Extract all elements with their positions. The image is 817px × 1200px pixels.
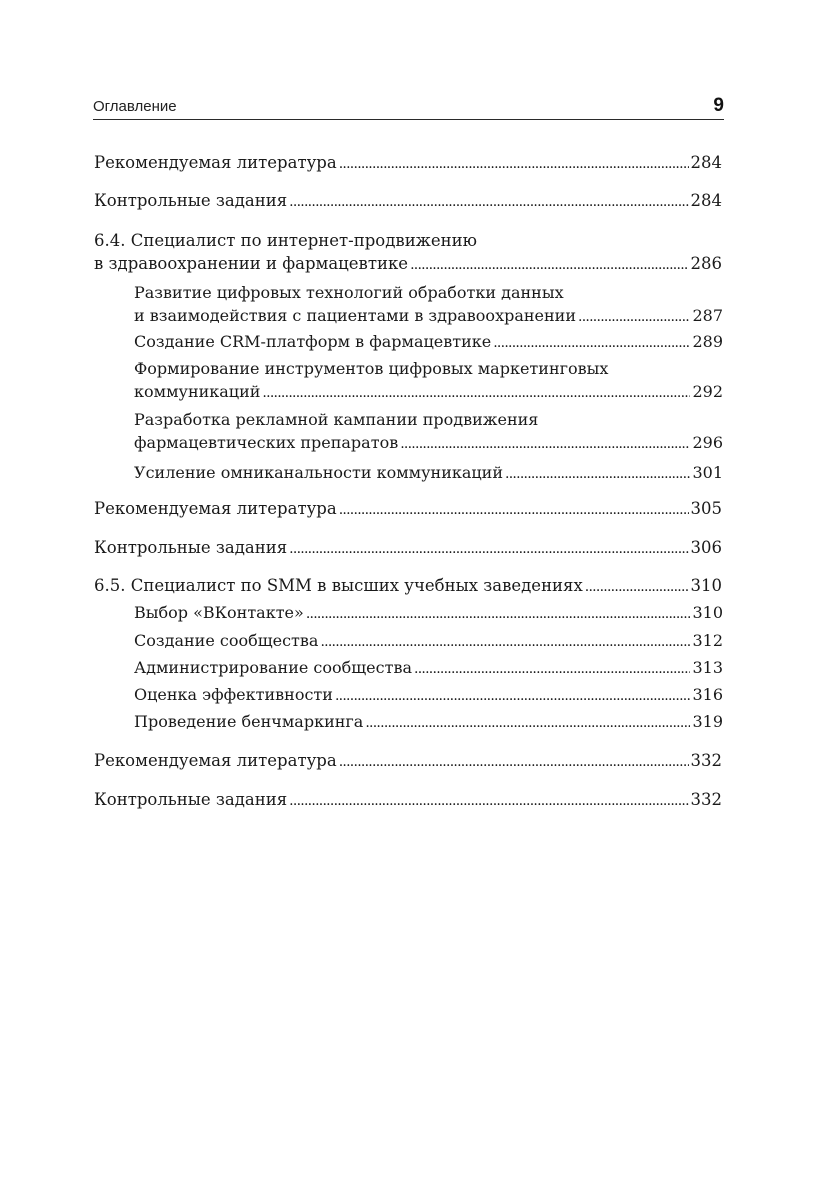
toc-entry-crm-platforms[interactable] (134, 330, 723, 355)
dot-leader (289, 538, 688, 561)
toc-entry-title: Усиление омниканальности коммуникаций (134, 463, 504, 482)
dot-leader (339, 751, 689, 774)
toc-entry-page: 305 (690, 499, 722, 518)
dot-leader (339, 153, 689, 176)
page-number: 9 (713, 95, 724, 116)
toc-entry-title: Контрольные задания (94, 790, 288, 809)
toc-entry-page: 306 (690, 538, 722, 557)
dot-leader (335, 685, 691, 708)
toc-entry-page: 284 (690, 153, 722, 172)
toc-entry-title: коммуникаций (134, 382, 261, 401)
toc-entry-section-6-4[interactable] (94, 229, 722, 277)
toc-entry-page: 319 (692, 712, 723, 731)
toc-entry-vkontakte[interactable] (134, 601, 723, 626)
toc-entry-title: Создание сообщества (134, 631, 319, 650)
dot-leader (578, 306, 690, 329)
toc-entry-page: 316 (692, 685, 723, 704)
toc-entry-marketing-tools[interactable] (134, 357, 723, 405)
toc-entry-title: Рекомендуемая литература (94, 499, 337, 518)
dot-leader (339, 499, 689, 522)
toc-entry-title-line1: Развитие цифровых технологий обработки данных (134, 283, 564, 302)
toc-entry-page: 284 (690, 191, 722, 210)
toc-entry-page: 287 (692, 306, 723, 325)
toc-entry-recommended-literature[interactable] (94, 749, 722, 774)
toc-entry-title: Контрольные задания (94, 538, 288, 557)
toc-entry-title: и взаимодействия с пациентами в здравоохранении (134, 306, 576, 325)
toc-entry-page: 332 (690, 790, 722, 809)
toc-entry-title-line1: Разработка рекламной кампании продвижения (134, 410, 539, 429)
toc-entry-page: 292 (692, 382, 723, 401)
toc-entry-benchmarking[interactable] (134, 710, 723, 735)
toc-entry-page: 332 (690, 751, 722, 770)
toc-entry-title: Администрирование сообщества (134, 658, 412, 677)
toc-entry-title: Проведение бенчмаркинга (134, 712, 364, 731)
dot-leader (289, 790, 688, 813)
toc-entry-title: Рекомендуемая литература (94, 153, 337, 172)
toc-entry-page: 286 (690, 254, 722, 273)
toc-entry-page: 289 (692, 332, 723, 351)
dot-leader (493, 332, 690, 355)
toc-entry-title: Рекомендуемая литература (94, 751, 337, 770)
toc-entry-title-line1: 6.4. Специалист по интернет-продвижению (94, 231, 477, 250)
toc-entry-digital-tech[interactable] (134, 281, 723, 329)
toc-entry-page: 310 (690, 576, 722, 595)
toc-entry-control-tasks[interactable] (94, 189, 722, 214)
toc-entry-page: 313 (692, 658, 723, 677)
dot-leader (505, 463, 690, 486)
toc-entry-control-tasks[interactable] (94, 536, 722, 561)
toc-entry-omnichannel[interactable] (134, 461, 723, 486)
toc-entry-page: 310 (692, 603, 723, 622)
toc-entry-community-admin[interactable] (134, 656, 723, 681)
dot-leader (414, 658, 690, 681)
toc-entry-page: 296 (692, 433, 723, 452)
dot-leader (289, 191, 688, 214)
dot-leader (400, 433, 690, 456)
toc-entry-title: в здравоохранении и фармацевтике (94, 254, 409, 273)
toc-entry-title: Оценка эффективности (134, 685, 333, 704)
toc-entry-title: Создание CRM-платформ в фармацевтике (134, 332, 492, 351)
dot-leader (585, 576, 689, 599)
toc-entry-recommended-literature[interactable] (94, 151, 722, 176)
toc-entry-title: Контрольные задания (94, 191, 288, 210)
dot-leader (306, 603, 691, 626)
toc-entry-title: Выбор «ВКонтакте» (134, 603, 304, 622)
running-title: Оглавление (93, 98, 177, 115)
toc-entry-community-creation[interactable] (134, 629, 723, 654)
dot-leader (320, 631, 690, 654)
toc-entry-page: 301 (692, 463, 723, 482)
toc-entry-section-6-5[interactable] (94, 574, 722, 599)
dot-leader (262, 382, 690, 405)
toc-entry-title: фармацевтических препаратов (134, 433, 399, 452)
toc-entry-title-line1: Формирование инструментов цифровых маркетинговых (134, 359, 609, 378)
toc-entry-control-tasks[interactable] (94, 788, 722, 813)
toc-entry-title: 6.5. Специалист по SMM в высших учебных заведениях (94, 576, 583, 595)
dot-leader (410, 254, 688, 277)
dot-leader (365, 712, 690, 735)
toc-entry-efficiency-assessment[interactable] (134, 683, 723, 708)
toc-entry-recommended-literature[interactable] (94, 497, 722, 522)
toc-entry-page: 312 (692, 631, 723, 650)
toc-entry-ad-campaign[interactable] (134, 408, 723, 456)
